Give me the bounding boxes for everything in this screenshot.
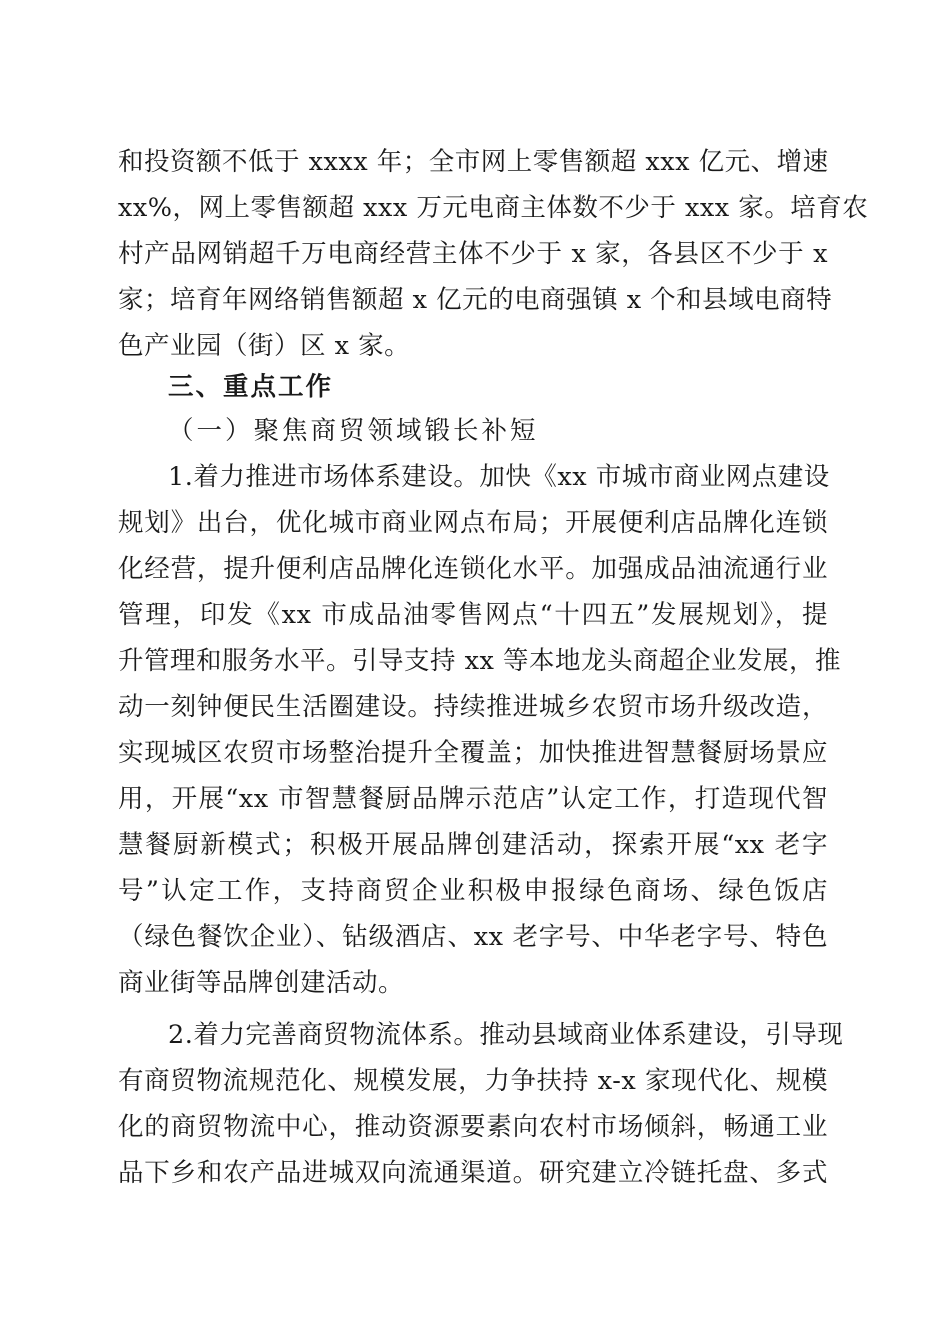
item1-line-11: （绿色餐饮企业）、钻级酒店、xx 老字号、中华老字号、特色 [118,922,828,952]
subsection-heading: （一）聚焦商贸领域锻长补短 [168,416,539,446]
item2-line-2: 有商贸物流规范化、规模发展，力争扶持 x-x 家现代化、规模 [118,1066,828,1096]
intro-line-2: xx%，网上零售额超 xxx 万元电商主体数不少于 xxx 家。培育农 [118,193,869,223]
item1-line-4: 管理，印发《xx 市成品油零售网点“十四五”发展规划》，提 [118,600,828,630]
item1-line-8: 用，开展“xx 市智慧餐厨品牌示范店”认定工作，打造现代智 [118,784,828,814]
item2-line-3: 化的商贸物流中心，推动资源要素向农村市场倾斜，畅通工业 [118,1112,828,1142]
intro-line-3: 村产品网销超千万电商经营主体不少于 x 家，各县区不少于 x [118,239,828,269]
item2-line-4: 品下乡和农产品进城双向流通渠道。研究建立冷链托盘、多式 [118,1158,828,1188]
intro-line-4: 家；培育年网络销售额超 x 亿元的电商强镇 x 个和县域电商特 [118,285,833,315]
item1-line-5: 升管理和服务水平。引导支持 xx 等本地龙头商超企业发展，推 [118,646,841,676]
item1-line-9: 慧餐厨新模式；积极开展品牌创建活动，探索开展“xx 老字 [118,830,828,860]
section-heading: 三、重点工作 [168,372,334,402]
item2-line-1: 2.着力完善商贸物流体系。推动县域商业体系建设，引导现 [168,1020,844,1050]
intro-line-5: 色产业园（街）区 x 家。 [118,331,411,361]
item1-line-3: 化经营，提升便利店品牌化连锁化水平。加强成品油流通行业 [118,554,828,584]
item1-line-2: 规划》出台，优化城市商业网点布局；开展便利店品牌化连锁 [118,508,828,538]
item1-line-12: 商业街等品牌创建活动。 [118,968,405,998]
item1-line-10: 号”认定工作，支持商贸企业积极申报绿色商场、绿色饭店 [118,876,828,906]
item1-line-7: 实现城区农贸市场整治提升全覆盖；加快推进智慧餐厨场景应 [118,738,828,768]
item1-line-1: 1.着力推进市场体系建设。加快《xx 市城市商业网点建设 [168,462,830,492]
intro-line-1: 和投资额不低于 xxxx 年；全市网上零售额超 xxx 亿元、增速 [118,147,829,177]
item1-line-6: 动一刻钟便民生活圈建设。持续推进城乡农贸市场升级改造， [118,692,828,722]
